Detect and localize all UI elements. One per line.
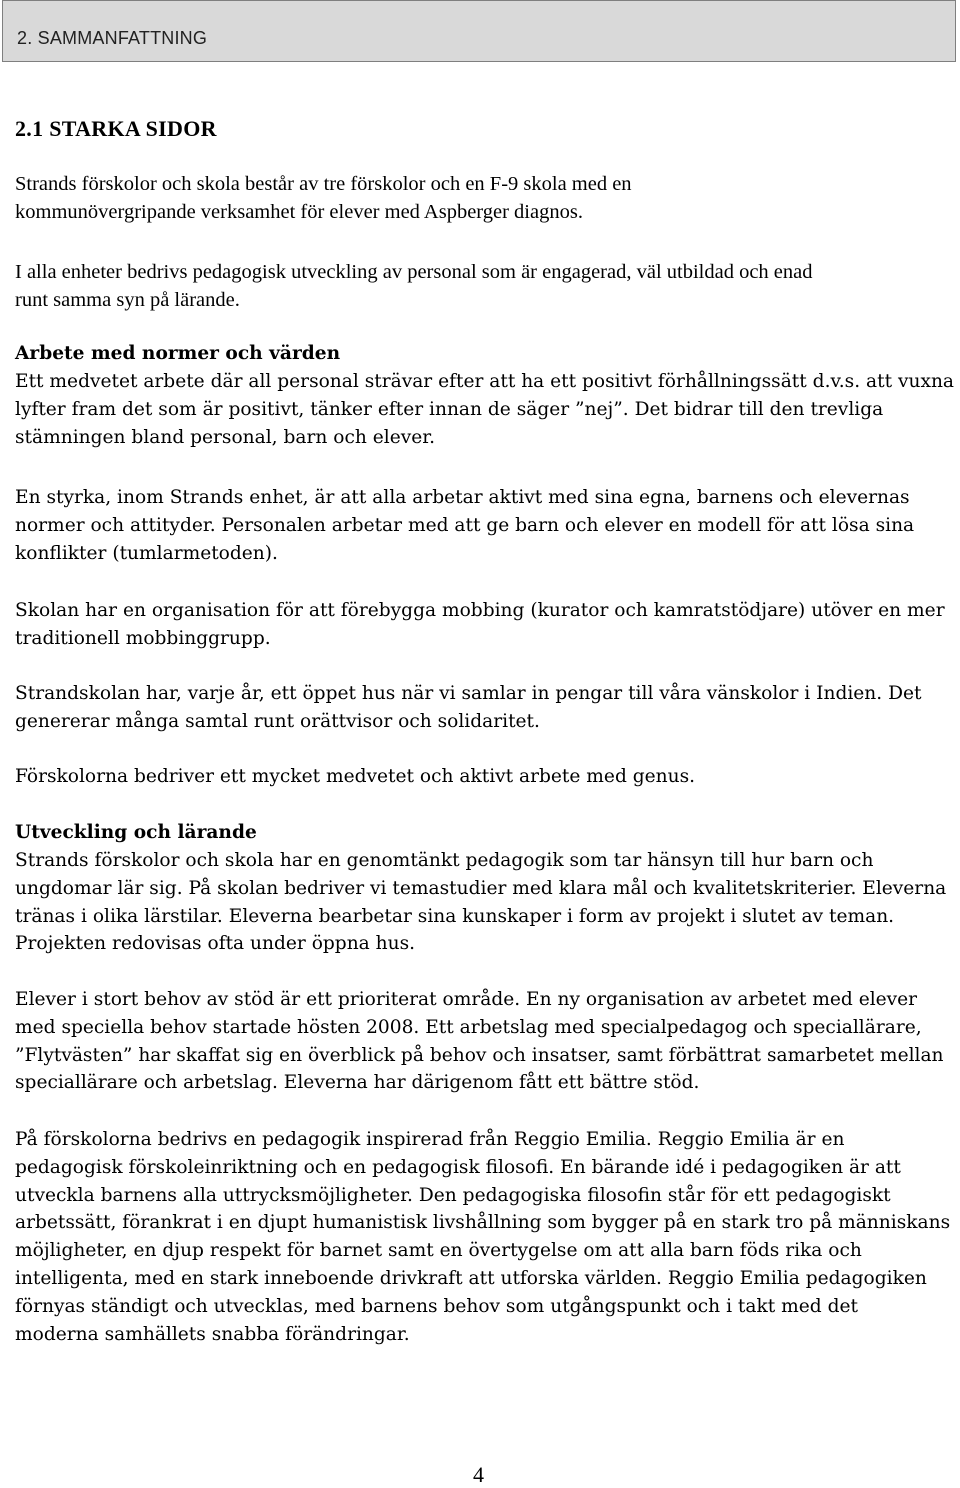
normer-paragraph-2 xyxy=(15,484,955,567)
text-line: stämningen bland personal, barn och elever. xyxy=(15,426,435,448)
utveckling-section xyxy=(15,819,955,847)
text-line: Förskolorna bedriver ett mycket medvetet och aktivt arbete med genus. xyxy=(15,766,696,787)
utveckling-paragraph-1 xyxy=(15,847,955,958)
text-line: konflikter (tumlarmetoden). xyxy=(15,542,278,564)
text-line: Strands förskolor och skola har en genomtänkt pedagogik som tar hänsyn till hur barn och xyxy=(15,850,874,871)
text-line: ungdomar lär sig. På skolan bedriver vi temastudier med klara mål och kvalitetskriterier. Eleverna xyxy=(15,877,947,899)
page-number: 4 xyxy=(473,1462,484,1487)
normer-section xyxy=(15,340,955,368)
normer-paragraph-1 xyxy=(15,368,955,451)
text-line: normer och attityder. Personalen arbetar med att ge barn och elever en modell för att lösa sina xyxy=(15,514,915,536)
text-line: Strands förskolor och skola består av tre förskolor och en F-9 skola med en xyxy=(15,173,632,195)
subsection-heading-utveckling: Utveckling och lärande xyxy=(15,822,257,843)
text-line: runt samma syn på lärande. xyxy=(15,288,240,311)
text-line: traditionell mobbinggrupp. xyxy=(15,627,271,649)
text-line: möjligheter, en djup respekt för barnet samt en övertygelse om att alla barn föds rika och xyxy=(15,1240,862,1262)
text-line: genererar många samtal runt orättvisor och solidaritet. xyxy=(15,710,540,732)
text-line: lyfter fram det som är positivt, tänker efter innan de säger ”nej”. Det bidrar till den trevliga xyxy=(15,398,884,420)
normer-paragraph-4 xyxy=(15,680,955,736)
text-line: förnyas ständigt och utvecklas, med barnens behov som utgångspunkt och i takt med det xyxy=(15,1295,858,1317)
text-line: Elever i stort behov av stöd är ett prioriterat område. En ny organisation av arbetet med elever xyxy=(15,989,918,1010)
text-line: med speciella behov startade hösten 2008. Ett arbetslag med specialpedagog och speciallärare, xyxy=(15,1016,922,1038)
text-line: Projekten redovisas ofta under öppna hus. xyxy=(15,933,416,955)
intro-paragraph-2 xyxy=(15,259,955,315)
text-line: utveckla barnens alla uttrycksmöjligheter. Den pedagogiska filosofin står för ett pedagogiskt xyxy=(15,1184,891,1206)
text-line: pedagogisk förskoleinriktning och en pedagogisk filosofi. En bärande idé i pedagogiken är att xyxy=(15,1156,901,1178)
utveckling-paragraph-2 xyxy=(15,986,955,1097)
text-line: I alla enheter bedrivs pedagogisk utveckling av personal som är engagerad, väl utbildad och enad xyxy=(15,261,813,283)
text-line: På förskolorna bedrivs en pedagogik inspirerad från Reggio Emilia. Reggio Emilia är en xyxy=(15,1129,845,1150)
text-line: Ett medvetet arbete där all personal strävar efter att ha ett positivt förhållningssätt d.v.s. att vuxna xyxy=(15,371,955,392)
chapter-title: 2. SAMMANFATTNING xyxy=(17,28,208,48)
text-line: Strandskolan har, varje år, ett öppet hus när vi samlar in pengar till våra vänskolor i Indien. Det xyxy=(15,683,922,704)
text-line: En styrka, inom Strands enhet, är att alla arbetar aktivt med sina egna, barnens och elevernas xyxy=(15,487,910,508)
text-line: Skolan har en organisation för att förebygga mobbing (kurator och kamratstödjare) utöver en mer xyxy=(15,600,945,621)
intro-paragraph-1 xyxy=(15,171,955,227)
text-line: intelligenta, med en stark inneboende drivkraft att utforska världen. Reggio Emilia pedagogiken xyxy=(15,1267,927,1289)
text-line: arbetssätt, förankrat i en djupt humanistisk livshållning som bygger på en stark tro på människans xyxy=(15,1212,951,1234)
subsection-heading-normer: Arbete med normer och värden xyxy=(15,343,341,364)
text-line: moderna samhällets snabba förändringar. xyxy=(15,1323,410,1345)
normer-paragraph-5 xyxy=(15,763,955,791)
text-line: speciallärare och arbetslag. Eleverna har därigenom fått ett bättre stöd. xyxy=(15,1072,700,1094)
text-line: kommunövergripande verksamhet för elever med Aspberger diagnos. xyxy=(15,200,583,223)
text-line: tränas i olika lärstilar. Eleverna bearbetar sina kunskaper i form av projekt i slutet av teman. xyxy=(15,905,895,927)
section-heading: 2.1 STARKA SIDOR xyxy=(15,116,217,141)
chapter-header-bar xyxy=(2,0,956,62)
text-line: ”Flytvästen” har skaffat sig en överblick på behov och insatser, samt förbättrat samarbetet mellan xyxy=(15,1044,944,1066)
normer-paragraph-3 xyxy=(15,597,955,653)
utveckling-paragraph-3 xyxy=(15,1126,955,1348)
